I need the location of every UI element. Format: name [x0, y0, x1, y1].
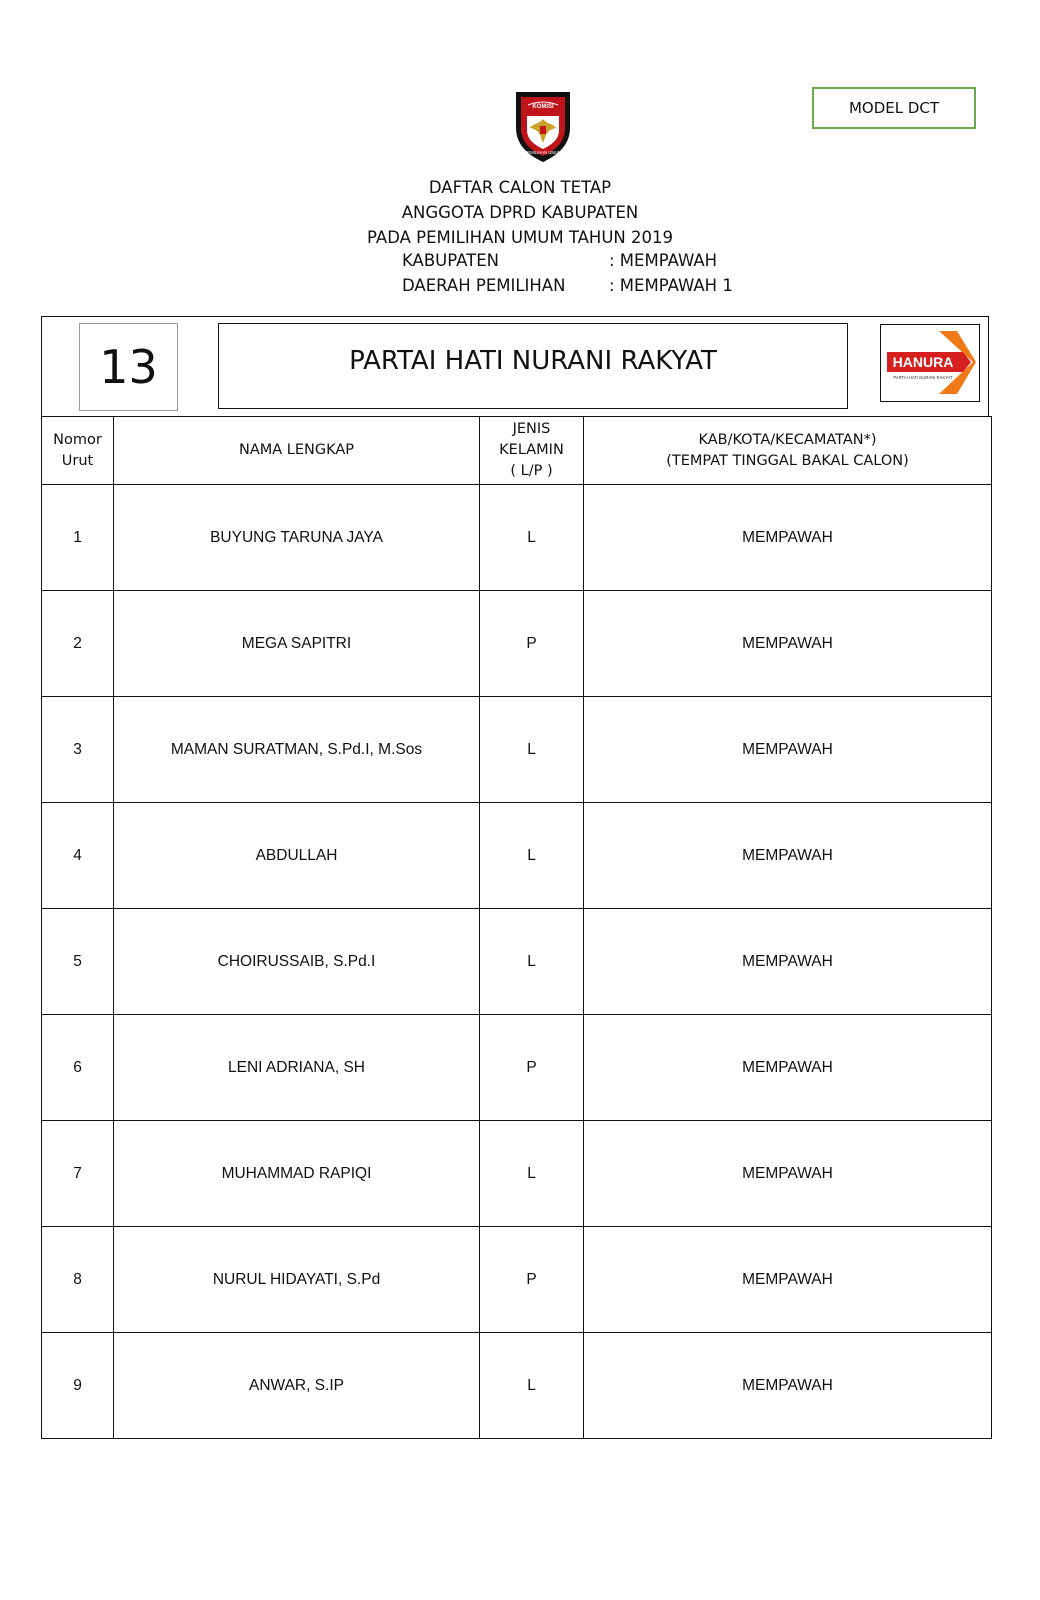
model-dct-label: [812, 87, 976, 129]
table-row: [42, 697, 992, 803]
header-nama-lengkap: [114, 417, 480, 485]
cell-nomor: 7: [42, 1121, 114, 1227]
table-row: [42, 591, 992, 697]
party-number-text: 13: [99, 340, 158, 394]
table-row: [42, 909, 992, 1015]
cell-nomor: 6: [42, 1015, 114, 1121]
cell-tempat: MEMPAWAH: [584, 1227, 992, 1333]
title-line-3: PADA PEMILIHAN UMUM TAHUN 2019: [367, 228, 673, 247]
cell-tempat: MEMPAWAH: [584, 909, 992, 1015]
cell-nomor: 2: [42, 591, 114, 697]
title-line-1: DAFTAR CALON TETAP: [428, 178, 612, 197]
header-place-line1: KAB/KOTA/KECAMATAN*): [698, 431, 877, 448]
cell-nama: MUHAMMAD RAPIQI: [114, 1121, 480, 1227]
header-tempat-tinggal: [584, 417, 992, 485]
cell-jenis-kelamin: P: [480, 1227, 584, 1333]
header-gender-line3: ( L/P ): [510, 463, 553, 479]
cell-nomor: 5: [42, 909, 114, 1015]
party-number: [79, 323, 178, 411]
header-name-text: NAMA LENGKAP: [238, 442, 355, 458]
svg-text:HANURA: HANURA: [892, 354, 954, 370]
cell-nama: MAMAN SURATMAN, S.Pd.I, M.Sos: [114, 697, 480, 803]
cell-nomor: 1: [42, 485, 114, 591]
svg-text:PEMILIHAN UMUM: PEMILIHAN UMUM: [524, 150, 562, 155]
cell-jenis-kelamin: L: [480, 909, 584, 1015]
kabupaten-value: : MEMPAWAH: [609, 251, 718, 270]
cell-nama: BUYUNG TARUNA JAYA: [114, 485, 480, 591]
hanura-logo: [880, 324, 980, 402]
table-row: [42, 1015, 992, 1121]
cell-jenis-kelamin: P: [480, 591, 584, 697]
kabupaten-label: KABUPATEN: [402, 251, 499, 270]
header-place-line2: (TEMPAT TINGGAL BAKAL CALON): [666, 452, 909, 469]
dapil-label: DAERAH PEMILIHAN: [402, 276, 566, 295]
cell-jenis-kelamin: L: [480, 803, 584, 909]
dapil-value: : MEMPAWAH 1: [609, 276, 733, 295]
cell-tempat: MEMPAWAH: [584, 697, 992, 803]
cell-tempat: MEMPAWAH: [584, 803, 992, 909]
cell-nomor: 3: [42, 697, 114, 803]
cell-tempat: MEMPAWAH: [584, 1121, 992, 1227]
cell-nomor: 9: [42, 1333, 114, 1439]
cell-tempat: MEMPAWAH: [584, 1015, 992, 1121]
table-row: [42, 1121, 992, 1227]
document-title: [0, 175, 1040, 250]
model-dct-text: MODEL DCT: [848, 99, 940, 117]
party-name: PARTAI HATI NURANI RAKYAT: [349, 346, 717, 376]
svg-text:PARTAI HATI NURANI RAKYAT: PARTAI HATI NURANI RAKYAT: [893, 375, 953, 380]
header-nomor-urut: [42, 417, 114, 485]
cell-jenis-kelamin: L: [480, 1121, 584, 1227]
cell-tempat: MEMPAWAH: [584, 485, 992, 591]
header-jenis-kelamin: [480, 417, 584, 485]
kpu-logo: [510, 88, 576, 164]
header-no-line2: Urut: [61, 452, 94, 469]
cell-jenis-kelamin: L: [480, 1333, 584, 1439]
party-name-box: [218, 323, 848, 409]
table-header-row: [42, 417, 992, 485]
title-line-2: ANGGOTA DPRD KABUPATEN: [401, 203, 639, 222]
cell-nama: NURUL HIDAYATI, S.Pd: [114, 1227, 480, 1333]
table-row: [42, 1227, 992, 1333]
cell-nomor: 4: [42, 803, 114, 909]
table-row: [42, 1333, 992, 1439]
cell-nama: CHOIRUSSAIB, S.Pd.I: [114, 909, 480, 1015]
cell-nama: ABDULLAH: [114, 803, 480, 909]
cell-nomor: 8: [42, 1227, 114, 1333]
svg-text:KOMISI: KOMISI: [532, 104, 554, 110]
header-gender-line2: KELAMIN: [499, 442, 564, 458]
header-gender-line1: JENIS: [512, 421, 551, 437]
cell-tempat: MEMPAWAH: [584, 591, 992, 697]
header-no-line1: Nomor: [53, 431, 102, 448]
table-row: [42, 485, 992, 591]
cell-nama: ANWAR, S.IP: [114, 1333, 480, 1439]
cell-jenis-kelamin: L: [480, 485, 584, 591]
cell-nama: LENI ADRIANA, SH: [114, 1015, 480, 1121]
candidate-table: [41, 416, 992, 1439]
table-row: [42, 803, 992, 909]
cell-nama: MEGA SAPITRI: [114, 591, 480, 697]
cell-jenis-kelamin: L: [480, 697, 584, 803]
cell-jenis-kelamin: P: [480, 1015, 584, 1121]
cell-tempat: MEMPAWAH: [584, 1333, 992, 1439]
